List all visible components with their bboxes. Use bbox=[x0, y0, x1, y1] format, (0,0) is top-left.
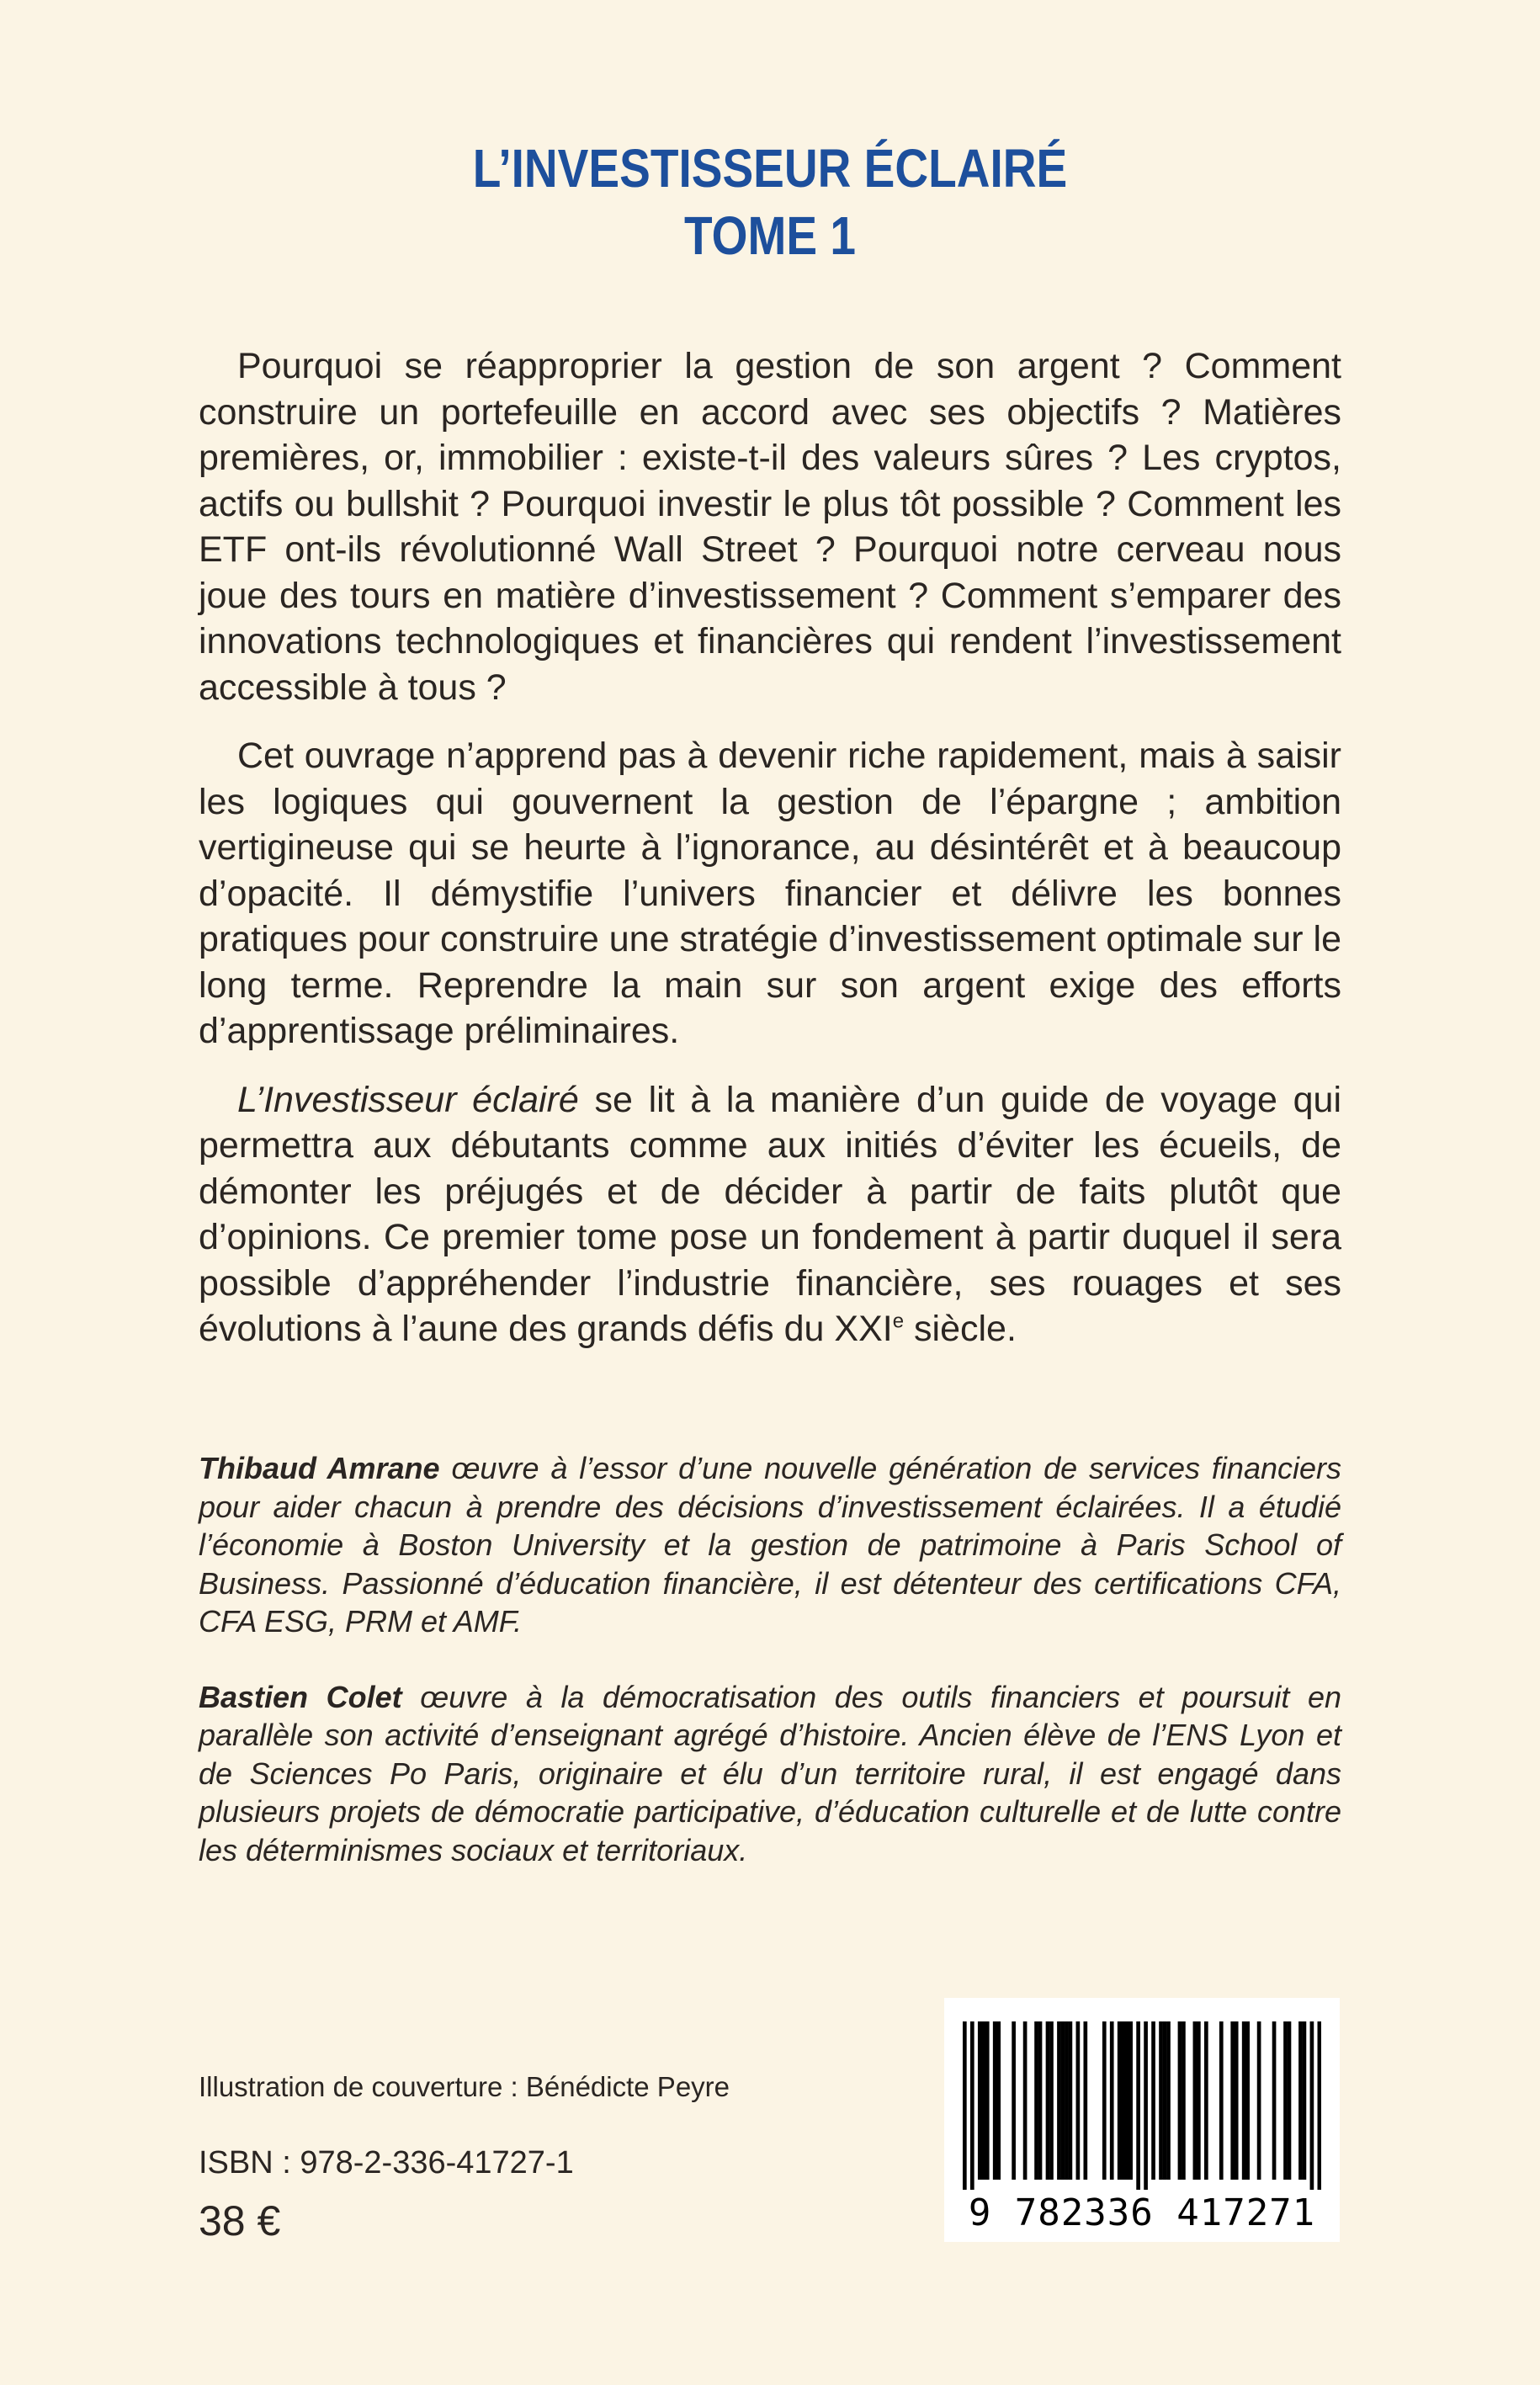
barcode-bar bbox=[985, 2021, 990, 2180]
barcode-bar bbox=[1242, 2021, 1246, 2180]
barcode-bar bbox=[1144, 2021, 1148, 2190]
summary-paragraph-2: Cet ouvrage n’apprend pas à devenir riche rapidement, mais à saisir les logiques qui gouvernent la gestion de l’épargne ; ambition vertigineuse qui se heurte à l’ignorance, au désintérêt et à beaucoup d’opacité. Il démystifie l’univers financier et délivre les bonnes pratiques pour construire une stratégie d’investissement optimale sur le long terme. Reprendre la main sur son argent exige des efforts d’apprentissage préliminaires. bbox=[199, 736, 1341, 1051]
barcode-bar bbox=[963, 2021, 967, 2190]
author-bio-1 bbox=[199, 1449, 1341, 1641]
author-bio-text-2: œuvre à la démocratisation des outils financiers et poursuit en parallèle son activité d’enseignant agrégé d’histoire. Ancien élève de l’ENS Lyon et de Sciences Po Paris, originaire et élu d’un territoire rural, il est engagé dans plusieurs projets de démocratie participative, d’éducation culturelle et de lutte contre les déterminismes sociaux et territoriaux. bbox=[199, 1679, 1342, 1867]
author-name-2: Bastien Colet bbox=[199, 1679, 402, 1714]
author-bio-text-1: œuvre à l’essor d’une nouvelle génération de services financiers pour aider chacun à prendre des décisions d’investissement éclairées. Il a étudié l’économie à Boston University et la gestion de patrimoine à Paris School of Business. Passionné d’éducation financière, il est détenteur des certifications CFA, CFA ESG, PRM et AMF. bbox=[199, 1451, 1341, 1639]
barcode-bar bbox=[1298, 2021, 1303, 2180]
barcode-bar bbox=[1204, 2021, 1208, 2180]
barcode-bar bbox=[1166, 2021, 1171, 2180]
barcode-bar bbox=[1128, 2021, 1133, 2180]
author-bios bbox=[199, 1449, 1341, 1906]
barcode-bar bbox=[1272, 2021, 1277, 2180]
barcode-bar bbox=[1012, 2021, 1016, 2180]
barcode bbox=[944, 1998, 1340, 2242]
barcode-bars bbox=[963, 2021, 1321, 2190]
barcode-bar bbox=[1193, 2021, 1197, 2180]
barcode-bar bbox=[1069, 2021, 1073, 2180]
barcode-bar bbox=[981, 2021, 985, 2180]
barcode-bar bbox=[1034, 2021, 1038, 2180]
barcode-bar bbox=[1102, 2021, 1107, 2180]
barcode-bar bbox=[1038, 2021, 1043, 2180]
century-superscript: e bbox=[892, 1309, 905, 1333]
barcode-bar bbox=[1178, 2021, 1182, 2180]
barcode-bar bbox=[1061, 2021, 1065, 2180]
barcode-bar bbox=[1310, 2021, 1314, 2190]
book-title bbox=[108, 135, 1432, 269]
barcode-bar bbox=[1235, 2021, 1239, 2180]
barcode-bar bbox=[1118, 2021, 1122, 2180]
barcode-bar bbox=[1121, 2021, 1125, 2180]
barcode-bar bbox=[1182, 2021, 1186, 2180]
illustration-credit: Illustration de couverture : Bénédicte Peyre bbox=[199, 2071, 730, 2102]
barcode-bar bbox=[1257, 2021, 1261, 2180]
barcode-bar bbox=[1245, 2021, 1250, 2180]
summary bbox=[199, 343, 1341, 1375]
isbn: ISBN : 978-2-336-41727-1 bbox=[199, 2145, 574, 2180]
barcode-bar bbox=[1303, 2021, 1307, 2180]
summary-paragraph-3-body: se lit à la manière d’un guide de voyage qui permettra aux débutants comme aux initiés d’éviter les écueils, de démonter les préjugés et de décider à partir de faits plutôt que d’opinions. Ce premier tome pose un fondement à partir duquel il sera possible d’appréhender l’industrie financière, ses rouages et ses évolutions à l’aune des grands défis du XXI bbox=[199, 1079, 1342, 1349]
barcode-bar bbox=[1136, 2021, 1140, 2190]
barcode-bar bbox=[1163, 2021, 1167, 2180]
barcode-bar bbox=[1288, 2021, 1292, 2180]
author-bio-2 bbox=[199, 1678, 1341, 1870]
title-line-1: L’INVESTISSEUR ÉCLAIRÉ bbox=[472, 138, 1068, 199]
barcode-bar bbox=[1230, 2021, 1235, 2180]
summary-paragraph-3-end: siècle. bbox=[904, 1309, 1017, 1349]
barcode-bar bbox=[1110, 2021, 1114, 2180]
barcode-bar bbox=[1151, 2021, 1155, 2180]
barcode-bar bbox=[1159, 2021, 1163, 2180]
barcode-bar bbox=[1076, 2021, 1081, 2180]
summary-paragraph-3 bbox=[199, 1077, 1341, 1352]
barcode-bar bbox=[1318, 2021, 1321, 2190]
barcode-digits: 9 782336 417271 bbox=[968, 2191, 1316, 2234]
barcode-bar bbox=[1219, 2021, 1224, 2180]
barcode-bar bbox=[1046, 2021, 1050, 2180]
barcode-bar bbox=[996, 2021, 1001, 2180]
barcode-bar bbox=[1125, 2021, 1129, 2180]
title-line-2: TOME 1 bbox=[684, 205, 856, 266]
barcode-bar bbox=[1083, 2021, 1087, 2180]
barcode-bar bbox=[1197, 2021, 1201, 2180]
barcode-bar bbox=[1057, 2021, 1061, 2180]
barcode-bar bbox=[1023, 2021, 1028, 2180]
barcode-bar bbox=[1065, 2021, 1069, 2180]
barcode-bar bbox=[993, 2021, 997, 2180]
summary-paragraph-1: Pourquoi se réapproprier la gestion de son argent ? Comment construire un portefeuille en accord avec ses objectifs ? Matières premières, or, immobilier : existe-t-il des valeurs sûres ? Les cryptos, actifs ou bullshit ? Pourquoi investir le plus tôt possible ? Comment les ETF ont-ils révolutionné Wall Street ? Pourquoi notre cerveau nous joue des tours en matière d’investissement ? Comment s’emparer des innovations technologiques et financières qui rendent l’investissement accessible à tous ? bbox=[199, 346, 1341, 708]
barcode-bar bbox=[978, 2021, 982, 2180]
price: 38 € bbox=[199, 2197, 281, 2244]
author-name-1: Thibaud Amrane bbox=[199, 1451, 440, 1485]
book-title-italic: L’Investisseur éclairé bbox=[237, 1079, 579, 1120]
barcode-bar bbox=[1283, 2021, 1288, 2180]
barcode-bar bbox=[1049, 2021, 1054, 2180]
barcode-bar bbox=[970, 2021, 974, 2190]
